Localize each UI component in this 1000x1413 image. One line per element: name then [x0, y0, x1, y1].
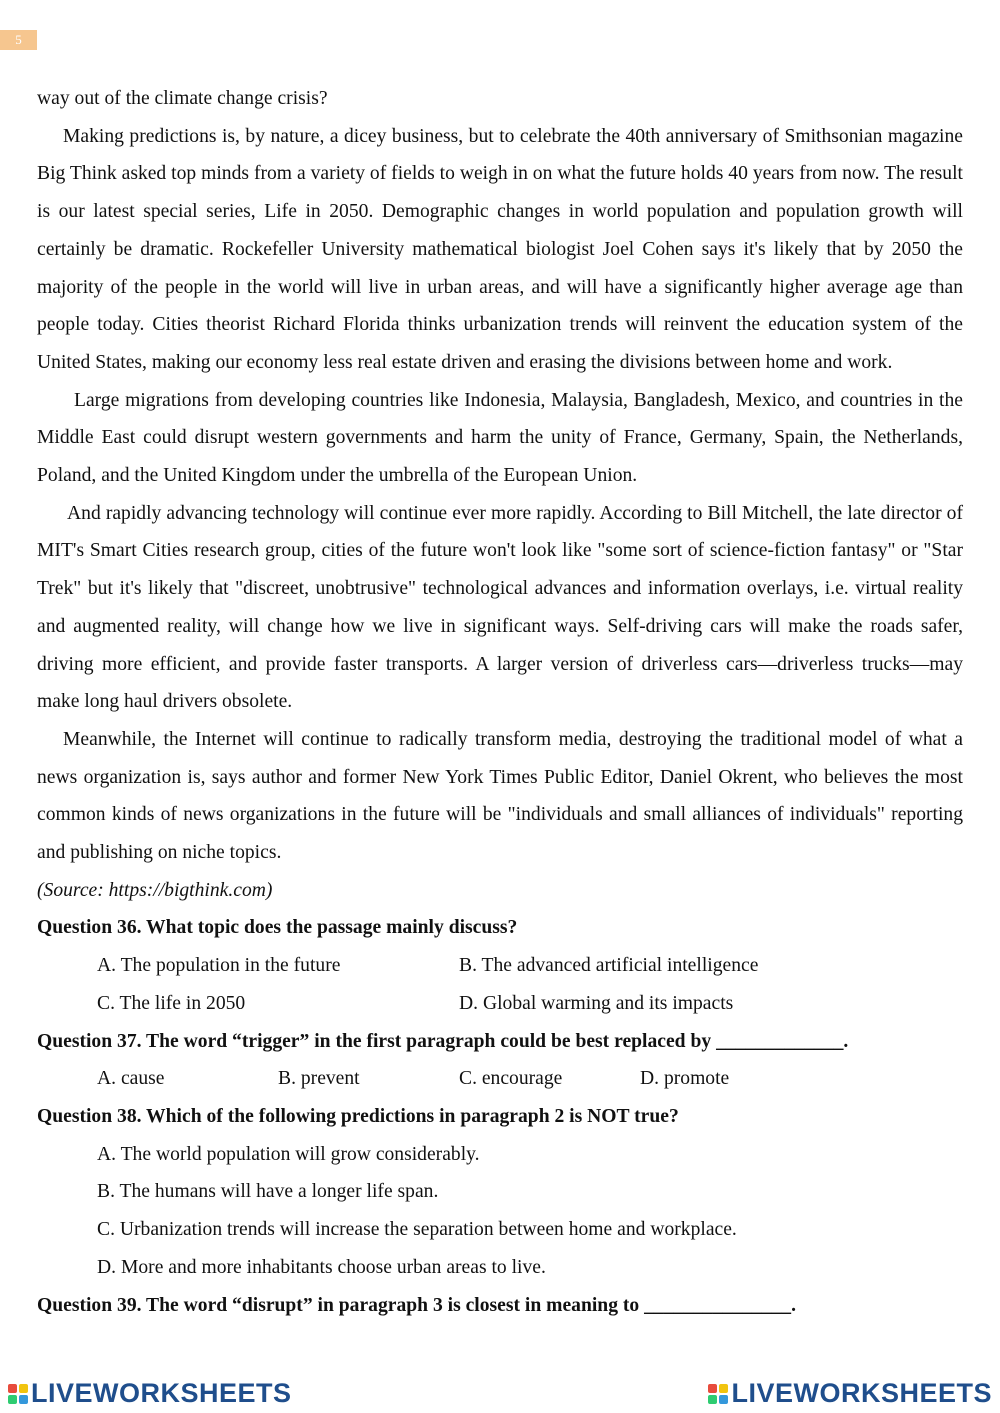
q37-option-b[interactable]: B. prevent	[278, 1068, 360, 1090]
question-36: Question 36. What topic does the passage mainly discuss?	[37, 917, 518, 939]
q38-option-d[interactable]: D. More and more inhabitants choose urban areas to live.	[97, 1256, 546, 1278]
q38-option-a[interactable]: A. The world population will grow considerably.	[97, 1143, 480, 1165]
worksheet-content	[37, 80, 963, 1324]
passage-paragraph-1: way out of the climate change crisis?	[37, 88, 328, 109]
q36-option-a[interactable]: A. The population in the future	[97, 955, 341, 977]
liveworksheets-logo-icon	[708, 1384, 728, 1404]
page-number-badge: 5	[0, 30, 37, 50]
passage-paragraph-5: Meanwhile, the Internet will continue to radically transform media, destroying the traditional model of what a news organization is, says author and former New York Times Public Editor, Daniel Okrent, who believes the most common kinds of news organizations in the future will be "individuals and small alliances of individuals" reporting and publishing on niche topics.	[37, 728, 963, 864]
q38-option-c[interactable]: C. Urbanization trends will increase the separation between home and workplace.	[97, 1219, 737, 1241]
question-36-options-row-1	[37, 947, 963, 985]
question-37: Question 37. The word “trigger” in the first paragraph could be best replaced by _____________.	[37, 1030, 849, 1052]
passage-paragraph-3: Large migrations from developing countries like Indonesia, Malaysia, Bangladesh, Mexico, and countries in the Middle East could disrupt western governments and harm the unity of France, Germany, Spain, the Netherlands, Poland, and the United Kingdom under the umbrella of the European Union.	[37, 389, 963, 487]
liveworksheets-logo-right[interactable]	[708, 1378, 992, 1409]
passage-paragraph-2: Making predictions is, by nature, a dicey business, but to celebrate the 40th anniversary of Smithsonian magazine Big Think asked top minds from a variety of fields to weigh in on what the future holds 40 years from now. The result is our latest special series, Life in 2050. Demographic changes in world population and population growth will certainly be dramatic. Rockefeller University mathematical biologist Joel Cohen says it's likely that by 2050 the majority of the people in the world will live in urban areas, and will have a significantly higher average age than people today. Cities theorist Richard Florida thinks urbanization trends will reinvent the education system of the United States, making our economy less real estate driven and erasing the divisions between home and work.	[37, 125, 963, 373]
q38-option-b[interactable]: B. The humans will have a longer life span.	[97, 1181, 439, 1203]
question-37-options-row	[37, 1060, 963, 1098]
footer	[0, 1378, 1000, 1410]
passage-paragraph-4: And rapidly advancing technology will continue ever more rapidly. According to Bill Mitchell, the late director of MIT's Smart Cities research group, cities of the future won't look like "some sort of science-fiction fantasy" or "Star Trek" but it's likely that "discreet, unobtrusive" technological advances and information overlays, i.e. virtual reality and augmented reality, will change how we live in significant ways. Self-driving cars will make the roads safer, driving more efficient, and provide faster transports. A larger version of driverless cars—driverless trucks—may make long haul drivers obsolete.	[37, 502, 963, 713]
brand-name-left: LIVEWORKSHEETS	[31, 1378, 292, 1408]
brand-name-right: LIVEWORKSHEETS	[731, 1378, 992, 1408]
liveworksheets-logo-left[interactable]	[8, 1378, 292, 1409]
q36-option-b[interactable]: B. The advanced artificial intelligence	[459, 955, 759, 977]
question-39: Question 39. The word “disrupt” in paragraph 3 is closest in meaning to _______________.	[37, 1294, 796, 1316]
q37-option-a[interactable]: A. cause	[97, 1068, 165, 1090]
question-36-options-row-2	[37, 985, 963, 1023]
liveworksheets-logo-icon	[8, 1384, 28, 1404]
question-38: Question 38. Which of the following predictions in paragraph 2 is NOT true?	[37, 1105, 679, 1127]
q36-option-c[interactable]: C. The life in 2050	[97, 992, 246, 1014]
q37-option-c[interactable]: C. encourage	[459, 1068, 563, 1090]
source-citation: (Source: https://bigthink.com)	[37, 879, 273, 901]
q37-option-d[interactable]: D. promote	[640, 1068, 730, 1090]
q36-option-d[interactable]: D. Global warming and its impacts	[459, 992, 734, 1014]
